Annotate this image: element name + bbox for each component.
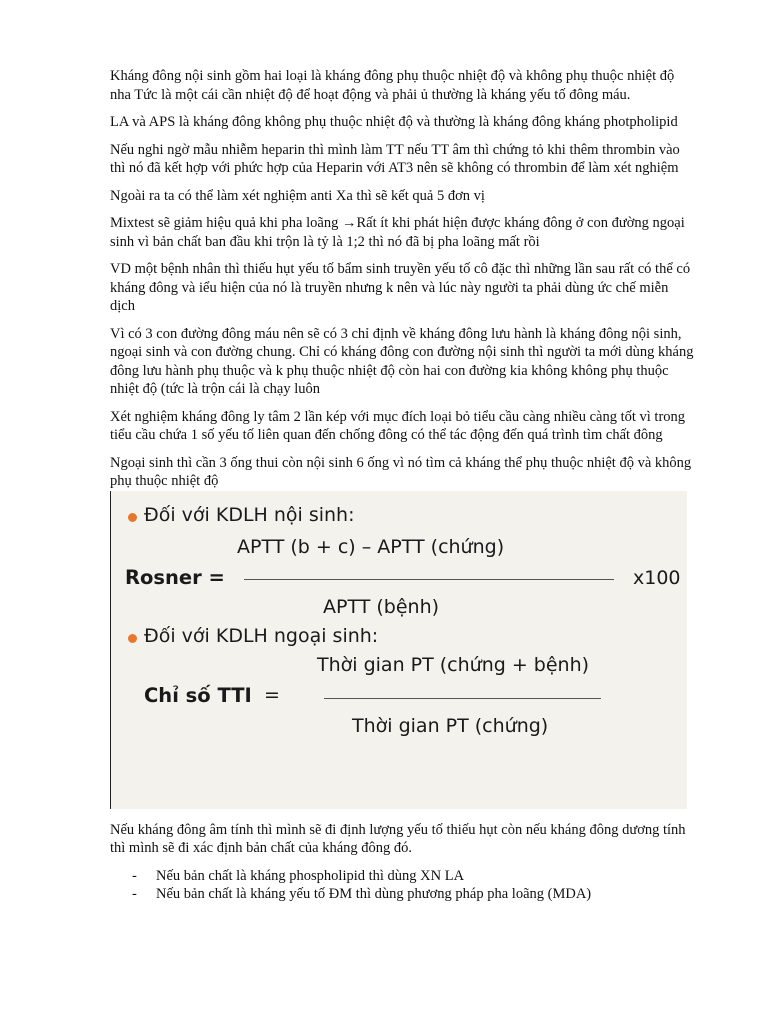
formula-slide-image [110, 491, 687, 809]
bullet-dot-icon [128, 634, 137, 643]
paragraph: LA và APS là kháng đông không phụ thuộc nhiệt độ và thường là kháng đông kháng photpholipid [110, 114, 678, 130]
bullet-dot-icon [128, 513, 137, 522]
rosner-multiplier: x100 [633, 566, 681, 589]
rosner-fraction-line [244, 579, 614, 581]
slide-bullet-intrinsic: Đối với KDLH nội sinh: [144, 503, 355, 526]
list-item [110, 885, 695, 904]
list-item-text: Nếu bản chất là kháng yếu tố ĐM thì dùng phương pháp pha loãng (MDA) [156, 886, 592, 902]
list-marker: - [132, 867, 137, 884]
bullet-list [110, 867, 695, 904]
paragraph: Xét nghiệm kháng đông ly tâm 2 lần kép với mục đích loại bỏ tiểu cầu càng nhiều càng tốt vì trong tiểu cầu chứa 1 số yếu tố liên quan đến chống đông có thể tác động đến quá trình tìm chất đông [110, 408, 686, 443]
tti-denominator: Thời gian PT (chứng) [352, 714, 549, 737]
paragraph: Ngoài ra ta có thể làm xét nghiệm anti Xa thì sẽ kết quả 5 đơn vị [110, 187, 485, 204]
paragraph: Vì có 3 con đường đông máu nên sẽ có 3 chỉ định về kháng đông lưu hành là kháng đông nội sinh, ngoại sinh và con đường chung. Chỉ có kháng đông con đường nội sinh thì người ta mới dùng kháng đông lưu hành phụ thuộc và k phụ thuộc nhiệt độ còn hai con đường kia không không phụ thuộc nhiệt độ (tức là trộn cái là chạy luôn [110, 325, 694, 397]
rosner-label: Rosner = [125, 565, 225, 589]
list-item-text: Nếu bản chất là kháng phospholipid thì dùng XN LA [156, 867, 465, 884]
document-body [110, 67, 695, 904]
paragraph: VD một bệnh nhân thì thiếu hụt yếu tố bẩm sinh truyền yếu tố cô đặc thì những lần sau rất có thể có kháng đông và iểu hiện của nó là truyền nhưng k nên và lúc này người ta phải dùng ức chế miễn dịch [110, 261, 691, 314]
paragraph: Nếu nghi ngờ mẫu nhiễm heparin thì mình làm TT nếu TT âm thì chứng tỏ khi thêm thrombin vào thì nó đã kết hợp với phức hợp của Heparin với AT3 nên sẽ không có thrombin để làm xét nghiệm [110, 141, 680, 176]
tti-fraction-line [324, 698, 601, 700]
tti-numerator: Thời gian PT (chứng + bệnh) [317, 653, 590, 676]
rosner-numerator: APTT (b + c) – APTT (chứng) [237, 535, 505, 558]
tti-label: Chỉ số TTI [144, 683, 252, 707]
slide-bullet-extrinsic: Đối với KDLH ngoại sinh: [144, 624, 379, 647]
rosner-denominator: APTT (bệnh) [323, 595, 440, 618]
list-marker: - [132, 886, 137, 902]
paragraph: Nếu kháng đông âm tính thì mình sẽ đi định lượng yếu tố thiếu hụt còn nếu kháng đông dương tính thì mình sẽ đi xác định bản chất của kháng đông đó. [110, 821, 686, 856]
paragraph: Mixtest sẽ giảm hiệu quả khi pha loãng →Rất ít khi phát hiện được kháng đông ở con đường ngoại sinh vì bản chất ban đầu khi trộn là tỷ là 1;2 thì nó đã bị pha loãng mất rồi [110, 215, 685, 250]
list-item [110, 867, 695, 886]
tti-equals: = [264, 683, 280, 706]
paragraph: Ngoại sinh thì cần 3 ống thui còn nội sinh 6 ống vì nó tìm cả kháng thể phụ thuộc nhiệt độ và không phụ thuộc nhiệt độ [110, 454, 692, 489]
paragraph: Kháng đông nội sinh gồm hai loại là kháng đông phụ thuộc nhiệt độ và không phụ thuộc nhiệt độ nha Tức là một cái cần nhiệt độ để hoạt động và phải ủ thường là kháng yếu tố đông máu. [110, 68, 675, 103]
